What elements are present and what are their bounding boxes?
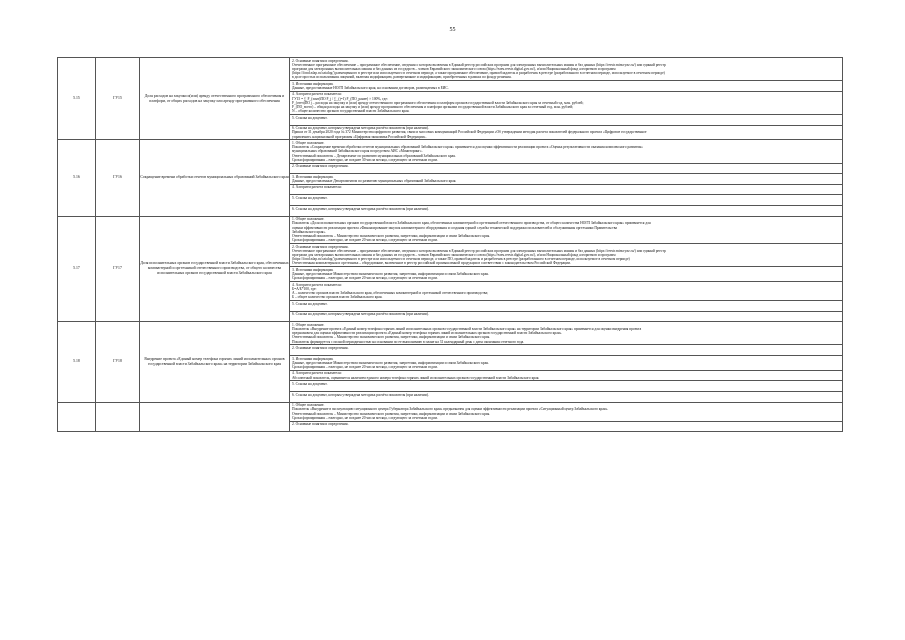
spec-section-line: Показатель формируется с полной периодичностью на основании по ее выполнению в плане на 31 календарный день с даты окончания отчетного года. bbox=[292, 339, 525, 344]
spec-section-heading: 5. Ссылка на документ. bbox=[292, 195, 328, 200]
spec-section bbox=[290, 422, 842, 432]
indicator-code: ГУ17 bbox=[96, 216, 140, 322]
spec-section bbox=[290, 267, 842, 282]
spec-section-line: Показатель «Сокращение времени обработки отчетов муниципальных образований Забайкальского края» применяется для оценки эффективности реализации проекта «Оценка результативности оказания комплексного развития» bbox=[292, 145, 643, 150]
spec-section-heading: 4. Алгоритм расчета показателя: bbox=[292, 185, 342, 190]
spec-section-line: Показатель «Внедрение в эксплуатацию ситуационного центра Губернатора Забайкальского края» предназначен для оценки эффективности реализации проекта «Ситуационный центр Забайкальского края». bbox=[292, 407, 609, 412]
indicator-specification bbox=[290, 58, 843, 140]
indicator-number: 5.17 bbox=[58, 216, 96, 322]
spec-section-line: ГУ15 = ∑ F_(зонт)ПО F_j / ∑_(j=1) F_(ПО_ранее) × 100%, где: bbox=[292, 96, 388, 101]
spec-section-line: Абсолютный показатель, оценивается наличием единого номера телефона горячих линий исполнительных органов государственной власти Забайкальского края. bbox=[292, 375, 540, 380]
spec-section-line: А – количество органов власти Забайкальского края, обеспеченных компьютерной и оргтехникой отечественного производства; bbox=[292, 290, 489, 295]
indicator-name: Сокращение времени обработки отчетов муниципальных образований Забайкальского края bbox=[140, 140, 290, 216]
spec-section-blank bbox=[292, 190, 840, 194]
spec-section-line: Сроки формирования – ежегодно, не позднее 20 числа месяца, следующего за отчетным годом. bbox=[292, 415, 438, 420]
spec-section-heading: 4. Алгоритм расчета показателя: bbox=[292, 371, 342, 376]
spec-section-line: N – общее количество органов государственной власти Забайкальского края. bbox=[292, 109, 410, 114]
indicator-code: ГУ16 bbox=[96, 140, 140, 216]
spec-section-blank bbox=[292, 200, 840, 204]
spec-section bbox=[290, 140, 842, 163]
spec-section-line: Отечественная компьютерная и оргтехника – оборудование, включенное в реестр российской промышленной продукции в соответствии с законодательством Российской Федерации. bbox=[292, 261, 571, 266]
spec-section bbox=[290, 322, 842, 345]
indicator-name: Доля расходов на закупки и(или) аренду отечественного программного обеспечения и платформ, от общих расходов на закупку или аренду программного обеспечения bbox=[140, 58, 290, 140]
spec-section-line: Данные, предоставленные НОГП Забайкальского края, на основании договоров, размещаемых в ЕИС. bbox=[292, 86, 449, 90]
spec-section-heading: 6. Ссылка на документ, которым утверждена методика расчёта показателя (при наличии). bbox=[292, 206, 429, 211]
spec-section-blank bbox=[292, 168, 840, 172]
indicator-name: Доля исполнительных органов государственной власти Забайкальского края, обеспеченных компьютерной и оргтехникой отечественного производства, от общего количества исполнительных органов государственной власти Забайкальского края bbox=[140, 216, 290, 322]
spec-section bbox=[290, 92, 842, 115]
spec-section bbox=[290, 312, 842, 322]
spec-section-line: предназначен для оценки эффективности реализации проекта «Единый номер телефона горячих линий исполнительных органов государственной власти Забайкальского края». bbox=[292, 331, 563, 336]
indicator-number: 5.16 bbox=[58, 140, 96, 216]
indicator-row bbox=[58, 140, 843, 216]
spec-section bbox=[290, 282, 842, 301]
spec-section bbox=[290, 115, 842, 126]
spec-section-heading: 3. Источники информации. bbox=[292, 81, 334, 86]
spec-section-line: Ответственный показатель – Департамент по развитию муниципальных образований Забайкальского края. bbox=[292, 153, 456, 158]
spec-section-line: муниципальных образований Забайкальского края посредством АИС «Мониторинг». bbox=[292, 149, 423, 154]
indicator-name: Внедрение проекта «Единый номер телефона горячих линий исполнительных органов государственной власти Забайкальского края» на территории Забайкальского края bbox=[140, 322, 290, 402]
spec-section bbox=[290, 174, 842, 185]
indicator-specification bbox=[290, 216, 843, 322]
spec-section-heading: 6. Ссылка на документ, которым утверждена методика расчёта показателя (при наличии). bbox=[292, 126, 429, 131]
indicator-name bbox=[140, 402, 290, 432]
spec-section-line: Б – общее количество органов власти Забайкальского края. bbox=[292, 295, 383, 300]
spec-section-heading: 3. Источники информации. bbox=[292, 267, 334, 272]
spec-section-blank bbox=[292, 426, 840, 430]
spec-section-line: программ для электронных вычислительных машин и баз данных из государств – членов Евразийского экономического союза (https://eaeu.reestr.digital.gov.ru/), и/или Национальный фонд алгоритмов и программ bbox=[292, 252, 616, 257]
spec-section-line: Ответственный показатель – Министерство экономического развития, энергетики, информатизации и связи Забайкальского края. bbox=[292, 335, 491, 340]
spec-section-heading: 5. Ссылка на документ. bbox=[292, 115, 328, 120]
spec-section-heading: 1. Общее положение. bbox=[292, 140, 325, 145]
spec-section-heading: 3. Источники информации. bbox=[292, 174, 334, 179]
spec-section-heading: 6. Ссылка на документ, которым утверждена методика расчёта показателя (при наличии). bbox=[292, 392, 429, 397]
spec-section bbox=[290, 81, 842, 92]
indicator-number: 5.18 bbox=[58, 322, 96, 402]
indicators-table bbox=[57, 57, 843, 432]
spec-section bbox=[290, 195, 842, 206]
spec-section-line: программ для электронных вычислительных машин и баз данных из государств – членов Евразийского экономического союза (https://eaeu.reestr.digital.gov.ru/), и/или Национальный фонд алгоритмов и программ bbox=[292, 67, 616, 71]
spec-section-heading: 5. Ссылка на документ. bbox=[292, 381, 328, 386]
indicator-row bbox=[58, 402, 843, 432]
spec-section-line: управление» национальной программы «Цифровая экономика Российской Федерации». bbox=[292, 134, 427, 139]
spec-section bbox=[290, 356, 842, 371]
spec-section bbox=[290, 301, 842, 312]
spec-section-line: Забайкальского края». bbox=[292, 229, 327, 234]
indicator-code: ГУ15 bbox=[96, 58, 140, 140]
spec-section-heading: 1. Общее положение. bbox=[292, 217, 325, 222]
spec-section-blank bbox=[292, 306, 840, 310]
spec-section bbox=[290, 403, 842, 422]
spec-section bbox=[290, 217, 842, 244]
spec-section-heading: 2. Основные понятия и определения. bbox=[292, 422, 349, 427]
indicator-row bbox=[58, 322, 843, 402]
indicator-number: 5.15 bbox=[58, 58, 96, 140]
spec-section-line: Показатель «Внедрение проекта «Единый номер телефона горячих линий исполнительных органов государственной власти Забайкальского края» на территории Забайкальского края» применяется для оценки внедрения проекта bbox=[292, 326, 642, 331]
spec-section bbox=[290, 206, 842, 216]
spec-section bbox=[290, 392, 842, 402]
indicator-specification bbox=[290, 402, 843, 432]
spec-section bbox=[290, 164, 842, 175]
spec-section-blank bbox=[292, 350, 840, 354]
spec-section-line: Ответственный показатель – Министерство экономического развития, энергетики, информатизации и связи Забайкальского края. bbox=[292, 411, 491, 416]
spec-section-line: (https://fond.nfap.ru/catalog/) размещенного в реестре или используемого в отчетном периоде, а также программное обеспечение, правообладатель и разработчик в реестре (разработанного в отчетном периоде, используемое в отчетном периоде) bbox=[292, 71, 665, 76]
spec-section-blank bbox=[292, 211, 840, 215]
spec-section-line: оценки эффективности реализации проекта «Финансирование закупок компьютерного оборудования и создания единой службы технической поддержки пользователей и обслуживания оргтехники Правительства bbox=[292, 225, 617, 230]
indicator-specification bbox=[290, 140, 843, 216]
spec-section-heading: 2. Основные понятия и определения. bbox=[292, 244, 349, 249]
page-number: 55 bbox=[449, 27, 456, 33]
indicator-code bbox=[96, 402, 140, 432]
spec-section-heading: 4. Алгоритм расчета показателя: bbox=[292, 92, 342, 97]
spec-section-line: Данные, предоставленные Департаментом по развитию муниципальных образований Забайкальского края. bbox=[292, 178, 457, 183]
indicator-row bbox=[58, 216, 843, 322]
spec-section-line: F_(ПО_всего) – общая расходы на закупку и (или) аренду программного обеспечения и платформ органами государственной власти Забайкальского края за отчетный год, млн. рублей; bbox=[292, 105, 574, 109]
spec-section bbox=[290, 58, 842, 81]
spec-section-blank bbox=[292, 316, 840, 320]
spec-section-heading: 2. Основные понятия и определения. bbox=[292, 58, 349, 63]
indicator-row bbox=[58, 58, 843, 140]
spec-section-blank bbox=[292, 386, 840, 390]
spec-section bbox=[290, 126, 842, 140]
spec-section-line: в доле простых использования лицензий, включая модификацию, развертывание и модификацию, приобретенных в рамках по фонду решения. bbox=[292, 75, 512, 80]
spec-section-heading: 1. Общее положение. bbox=[292, 322, 325, 327]
spec-section-heading: 2. Основные понятия и определения. bbox=[292, 164, 349, 169]
spec-section-line: F_(отеч)ПО j – расходы на закупку и (или) аренду отечественного программного обеспечения и платформ органов государственной власти Забайкальского края за отчетный год, млн. рублей; bbox=[292, 100, 584, 105]
spec-section-blank bbox=[292, 120, 840, 124]
spec-section bbox=[290, 244, 842, 267]
indicator-code: ГУ18 bbox=[96, 322, 140, 402]
spec-section-line: Сроки формирования – ежегодно, не позднее 30 числа месяца, следующего за отчетным годом. bbox=[292, 157, 438, 162]
spec-section-line: Данные, предоставленные Министерством экономического развития, энергетики, информатизации и связи Забайкальского края. bbox=[292, 271, 489, 276]
spec-section-heading: 3. Источники информации. bbox=[292, 356, 334, 361]
spec-section-line: (https://fond.nfap.ru/catalog/) размещенного в реестре или используемого в отчетном периоде, а также ПО, правообладатель и разработчик в реестре (разработанного в отчетном периоде, используемое в отчетном периоде) bbox=[292, 257, 630, 262]
spec-section-heading: 5. Ссылка на документ. bbox=[292, 301, 328, 306]
spec-section bbox=[290, 381, 842, 392]
spec-section-heading: 6. Ссылка на документ, которым утверждена методика расчёта показателя (при наличии). bbox=[292, 312, 429, 317]
spec-section-line: Сроки формирования – ежегодно, не позднее 20 числа месяца, следующего за отчетным годом. bbox=[292, 238, 438, 243]
spec-section-line: Б=А/Б*100, где: bbox=[292, 286, 317, 291]
spec-section-blank bbox=[292, 397, 840, 401]
spec-section-line: Отечественное программное обеспечение – программное обеспечение, сведения о котором включены в Единый реестр российских программ для электронных вычислительных машин и баз данных (https://reestr.minsvyaz.ru/) или единый реестр bbox=[292, 248, 666, 253]
spec-section-line: Сроки формирования – ежегодно, не позднее 20 числа месяца, следующего за отчетным годом. bbox=[292, 364, 438, 369]
indicator-number bbox=[58, 402, 96, 432]
spec-section bbox=[290, 345, 842, 356]
spec-section-line: Приказ от 31 декабря 2020 года № 372 Министерства цифрового развития, связи и массовых коммуникаций Российской Федерации «Об утверждении методик расчета показателей федерального проекта «Цифровое государственное bbox=[292, 130, 647, 135]
spec-section-line: Отечественное программное обеспечение – программное обеспечение, сведения о котором включены в Единый реестр российских программ для электронных вычислительных машин и баз данных (https://reestr.minsvyaz.ru/) или единый реестр bbox=[292, 62, 666, 67]
spec-section-heading: 1. Общее положение. bbox=[292, 403, 325, 408]
spec-section-line: Ответственный показатель – Министерство экономического развития, энергетики, информатизации и связи Забайкальского края. bbox=[292, 233, 491, 238]
spec-section bbox=[290, 185, 842, 196]
spec-section-heading: 4. Алгоритм расчета показателя: bbox=[292, 282, 342, 287]
indicators-table-body bbox=[58, 58, 843, 432]
spec-section-heading: 2. Основные понятия и определения. bbox=[292, 345, 349, 350]
spec-section-line: Сроки формирования – ежегодно, не позднее 20 числа месяца, следующего за отчетным годом. bbox=[292, 276, 438, 281]
spec-section bbox=[290, 371, 842, 382]
spec-section-line: Данные, предоставленные Министерством экономического развития, энергетики, информатизации и связи Забайкальского края. bbox=[292, 360, 489, 365]
spec-section-line: Показатель «Доля исполнительных органов государственной власти Забайкальского края, обеспеченных компьютерной и оргтехникой отечественного производства, от общего количества НОГП Забайкальского края» применяется для bbox=[292, 221, 651, 226]
indicator-specification bbox=[290, 322, 843, 402]
